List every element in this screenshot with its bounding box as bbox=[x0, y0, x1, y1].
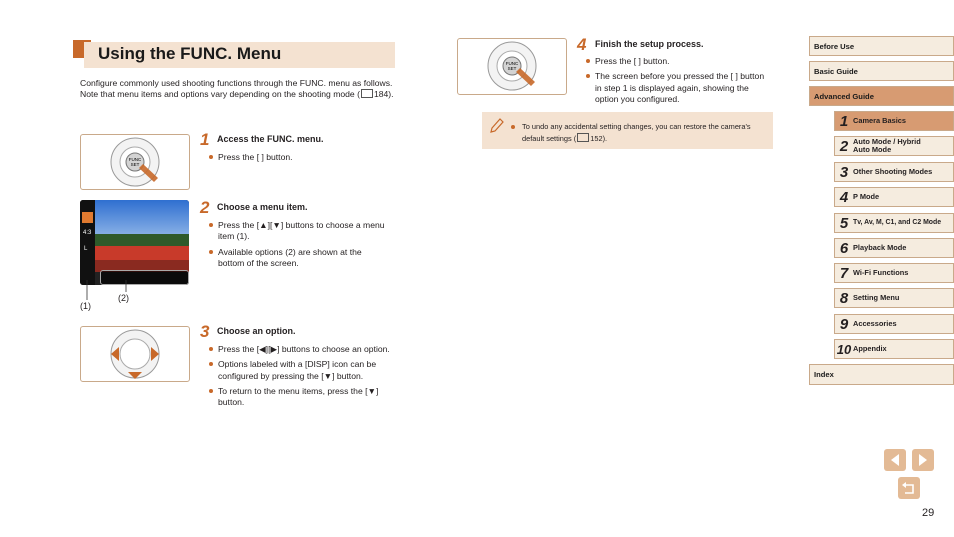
nav-chapter-1[interactable]: 1 Camera Basics bbox=[834, 111, 954, 131]
step4-title: Finish the setup process. bbox=[595, 39, 704, 49]
step1-image bbox=[80, 134, 190, 190]
return-icon bbox=[898, 477, 920, 499]
nav-chapter-8[interactable]: 8 Setting Menu bbox=[834, 288, 954, 308]
step2-title: Choose a menu item. bbox=[217, 202, 308, 212]
step3-bullet: Options labeled with a [DISP] icon can be configured by pressing the [▼] button. bbox=[208, 359, 398, 382]
step3-image bbox=[80, 326, 190, 382]
nav-chapter-3[interactable]: 3 Other Shooting Modes bbox=[834, 162, 954, 182]
nav-chapter-5[interactable]: 5 Tv, Av, M, C1, and C2 Mode bbox=[834, 213, 954, 233]
nav-chapter-4[interactable]: 4 P Mode bbox=[834, 187, 954, 207]
return-button[interactable] bbox=[898, 477, 920, 499]
nav-chapter-7[interactable]: 7 Wi-Fi Functions bbox=[834, 263, 954, 283]
intro-line-2: Note that menu items and options vary depending on the shooting mode ( 184). bbox=[80, 89, 394, 100]
step3-bullet: To return to the menu items, press the [▼] button. bbox=[208, 386, 398, 409]
callout-1: (1) bbox=[80, 301, 91, 311]
arrow-left-icon bbox=[884, 449, 906, 471]
svg-text:SET: SET bbox=[507, 66, 517, 71]
step2-number: 2 bbox=[200, 198, 210, 217]
step1-bullet: Press the [ ] button. bbox=[208, 152, 398, 163]
intro-line-1: Configure commonly used shooting functions through the FUNC. menu as follows. bbox=[80, 78, 393, 88]
step4-image bbox=[457, 38, 567, 95]
func-dial-illustration bbox=[81, 135, 189, 189]
nav-chapter-9[interactable]: 9 Accessories bbox=[834, 314, 954, 334]
intro-text bbox=[80, 78, 400, 101]
step4-number: 4 bbox=[577, 35, 587, 54]
nav-chapter-6[interactable]: 6 Playback Mode bbox=[834, 238, 954, 258]
book-icon bbox=[577, 133, 589, 142]
nav-chapter-2[interactable]: 2 Auto Mode / Hybrid Auto Mode bbox=[834, 136, 954, 156]
nav-index[interactable]: Index bbox=[809, 364, 954, 385]
step2-bullet: Press the [▲][▼] buttons to choose a menu item (1). bbox=[208, 220, 388, 243]
step4-bullet: The screen before you pressed the [ ] button in step 1 is displayed again, showing the option you configured. bbox=[585, 71, 770, 105]
step3-bullet: Press the [◀][▶] buttons to choose an option. bbox=[208, 344, 398, 355]
step1-bullets bbox=[208, 152, 398, 167]
step3-title: Choose an option. bbox=[217, 326, 296, 336]
func-dial-illustration bbox=[458, 39, 566, 94]
pencil-icon bbox=[488, 117, 504, 135]
step4-bullets bbox=[585, 56, 770, 109]
step2-screen bbox=[80, 200, 189, 285]
book-icon bbox=[361, 89, 373, 98]
step1-title: Access the FUNC. menu. bbox=[217, 134, 324, 144]
svg-text:FUNC: FUNC bbox=[128, 157, 142, 162]
prev-page-button[interactable] bbox=[884, 449, 906, 471]
dial-arrows-illustration bbox=[81, 327, 189, 381]
note-text: To undo any accidental setting changes, you can restore the camera's default settings ( 152). bbox=[522, 122, 751, 143]
page-number: 29 bbox=[922, 507, 935, 519]
page-title: Using the FUNC. Menu bbox=[98, 44, 282, 63]
intro-page-link[interactable]: 184). bbox=[373, 89, 394, 100]
nav-advanced-guide[interactable]: Advanced Guide bbox=[809, 86, 954, 106]
callout-2: (2) bbox=[118, 293, 129, 303]
menu-item-aspect: 4:3 bbox=[83, 230, 92, 236]
svg-text:FUNC: FUNC bbox=[505, 61, 519, 66]
step2-bullet: Available options (2) are shown at the bottom of the screen. bbox=[208, 247, 388, 270]
nav-basic-guide[interactable]: Basic Guide bbox=[809, 61, 954, 81]
menu-item-size: L bbox=[84, 246, 88, 252]
nav-chapter-10[interactable]: 10 Appendix bbox=[834, 339, 954, 359]
next-page-button[interactable] bbox=[912, 449, 934, 471]
step2-bullets bbox=[208, 220, 388, 273]
note-page-link[interactable]: 152). bbox=[590, 133, 608, 143]
step3-bullets bbox=[208, 344, 398, 412]
step3-number: 3 bbox=[200, 322, 210, 341]
step1-number: 1 bbox=[200, 130, 210, 149]
arrow-right-icon bbox=[912, 449, 934, 471]
step4-bullet: Press the [ ] button. bbox=[585, 56, 770, 67]
svg-text:SET: SET bbox=[130, 162, 140, 167]
nav-before-use[interactable]: Before Use bbox=[809, 36, 954, 56]
